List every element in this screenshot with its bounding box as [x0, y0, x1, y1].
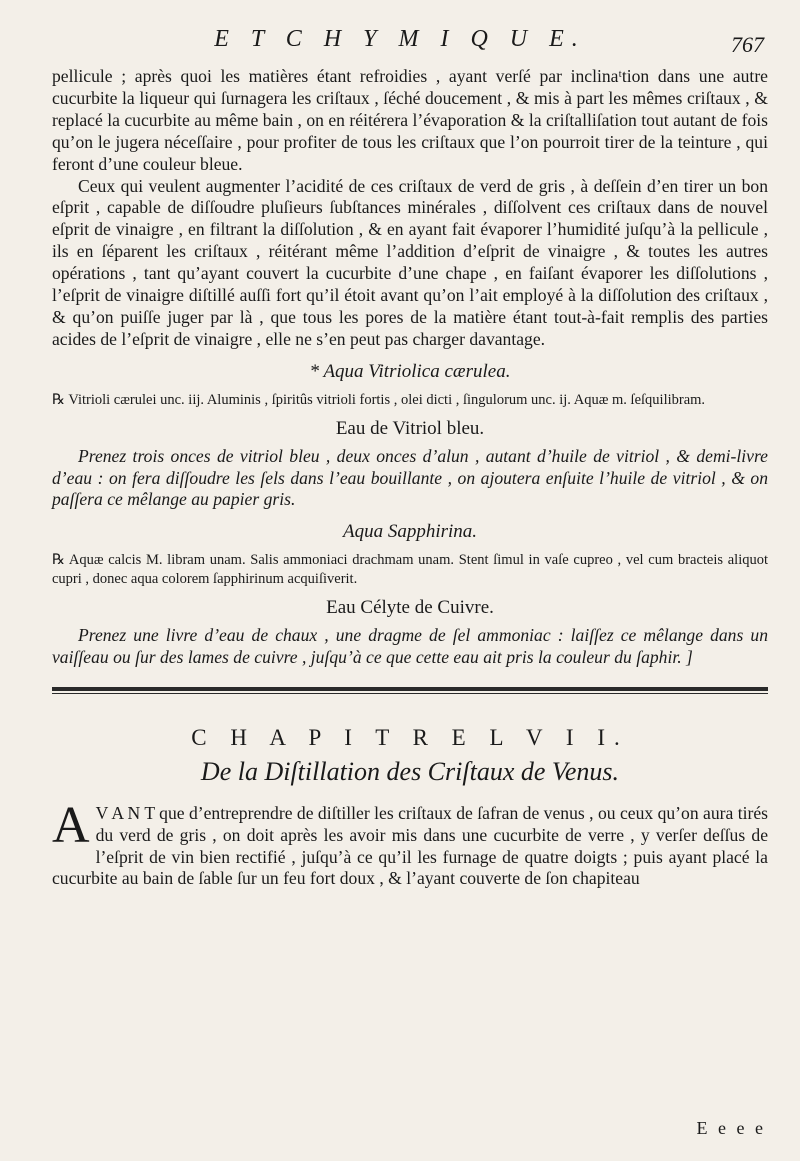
recipe-title-aqua-sapphirina: Aqua Sapphirina.	[342, 521, 478, 543]
chapter-body-text: V A N T que d’entreprendre de diſtiller les criſtaux de ſafran de venus , ou ceux qu’on aura tirés du verd de gris , on doit après les avoir mis dans une cucurbite de verre , y verſer deſſus de l’eſprit de vin bien rectifié , juſqu’à ce qu’il les furnage de quatre doigts ; puis ayant placé la cucurbite au bain de ſable ſur un feu fort doux , & l’ayant couverte de ſon chapiteau	[52, 802, 768, 889]
recipe-latin-vitriolica: ℞ Vitrioli cærulei unc. iij. Aluminis , ſpiritûs vitrioli fortis , olei dicti , ſingulorum unc. ij. Aquæ m. ſeſquilibram.	[52, 391, 706, 408]
chapter-first-paragraph	[52, 796, 768, 891]
page-body	[52, 66, 768, 890]
page-header	[0, 26, 800, 66]
drop-capital: A	[52, 796, 90, 854]
paragraph-2: Ceux qui veulent augmenter l’acidité de ces criſtaux de verd de gris , à deſſein d’en tirer un bon eſprit , capable de diſſoudre pluſieurs ſubſtances minérales , diſſolvent ces criſtaux dans de nouvel eſprit de vinaigre , en filtrant la diſſolution , & en ayant fait évaporer l’humidité juſqu’à la pellicule , ils en ſéparent les criſtaux , réitérant même l’addition d’eſprit de vinaigre , & toutes les autres opérations , tant qu’ayant couvert la cucurbite d’une chape , en faiſant évaporer les diſſolutions , l’eſprit de vinaigre diſtillé auſſi fort qu’il étoit avant qu’on l’ait employé à la diſſolution des criſtaux , & qu’on puiſſe juger par là , que tous les pores de la matière étant tout-à-fait remplis des parties acides de l’eſprit de vinaigre , elle ne s’en peut pas charger davantage.	[52, 175, 768, 349]
chapter-title: De la Diſtillation des Criſtaux de Venus.	[200, 756, 620, 786]
recipe-french-cuivre: Prenez une livre d’eau de chaux , une dragme de ſel ammoniac : laiſſez ce mêlange dans un vaiſſeau ou ſur des lames de cuivre , juſqu’à ce que cette eau ait pris la couleur du ſaphir. ]	[52, 625, 768, 668]
recipe-title-eau-vitriol: Eau de Vitriol bleu.	[335, 417, 485, 439]
divider-thin-line	[52, 693, 768, 694]
section-divider	[52, 687, 768, 697]
divider-thick-line	[52, 687, 768, 691]
recipe-title-aqua-vitriolica: * Aqua Vitriolica cærulea.	[309, 360, 511, 382]
page-number: 767	[731, 32, 764, 57]
recipe-french-vitriol: Prenez trois onces de vitriol bleu , deux onces d’alun , autant d’huile de vitriol , & demi-livre d’eau : on fera diſſoudre les ſels dans l’eau bouillante , on ajoutera enſuite l’huile de vitriol , & on paſſera ce mêlange au papier gris.	[52, 445, 768, 510]
recipe-latin-sapphirina: ℞ Aquæ calcis M. libram unam. Salis ammoniaci drachmam unam. Stent ſimul in vaſe cupreo , vel cum bracteis aliquot cupri , donec aqua colorem ſapphirinum acquiſiverit.	[52, 552, 768, 588]
signature-mark: E e e e	[696, 1118, 766, 1138]
paragraph-1: pellicule ; après quoi les matières étant refroidies , ayant verſé par inclinaᵗtion dans une autre cucurbite la liqueur qui ſurnagera les criſtaux , ſéché doucement , & mis à part les mêmes criſtaux , & replacé la cucurbite au même bain , on en réitérera l’évaporation & la criſtalliſation tout autant de fois qu’on le jugera néceſſaire , pour profiter de tous les criſtaux que l’on pourroit tirer de la teinture , qui feront d’une couleur bleue.	[52, 66, 768, 174]
chapter-label: C H A P I T R E L V I I.	[191, 724, 629, 750]
recipe-title-eau-celyte: Eau Célyte de Cuivre.	[326, 597, 494, 619]
running-title: E T C H Y M I Q U E.	[214, 26, 586, 52]
